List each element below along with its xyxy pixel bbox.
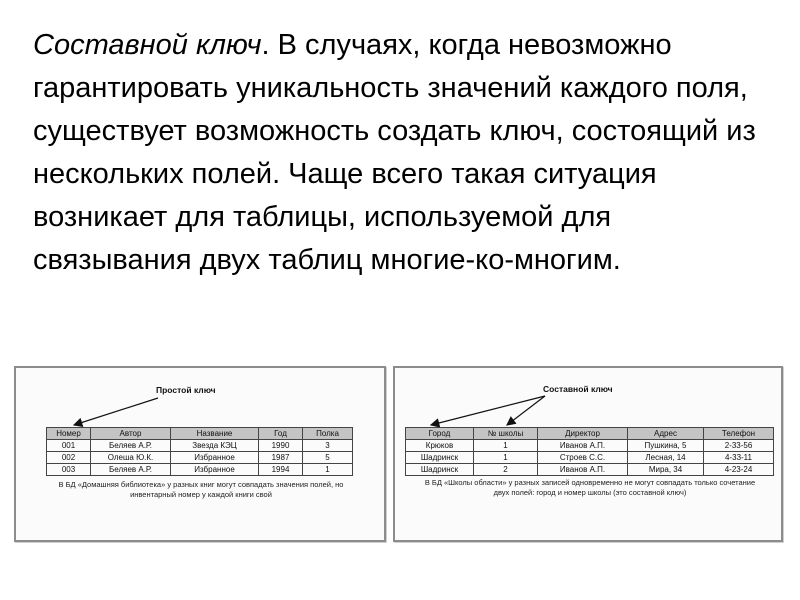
column-header: Город bbox=[406, 428, 474, 440]
main-paragraph bbox=[33, 24, 773, 282]
table-cell: 1990 bbox=[259, 440, 303, 452]
table-header-row bbox=[406, 428, 774, 440]
table-row bbox=[47, 452, 353, 464]
simple-key-figure bbox=[14, 366, 386, 542]
table-cell: Строев С.С. bbox=[538, 452, 628, 464]
simple-key-table bbox=[46, 427, 353, 476]
column-header: Директор bbox=[538, 428, 628, 440]
column-header: № школы bbox=[474, 428, 538, 440]
table-cell: 1 bbox=[474, 452, 538, 464]
table-cell: 3 bbox=[303, 440, 353, 452]
table-cell: Шадринск bbox=[406, 452, 474, 464]
table-cell: 1 bbox=[303, 464, 353, 476]
simple-key-caption: В БД «Домашняя библиотека» у разных книг могут совпадать значения полей, но инвентарный номер у каждой книги свой bbox=[58, 480, 344, 499]
table-cell: 5 bbox=[303, 452, 353, 464]
table-cell: Олеша Ю.К. bbox=[91, 452, 171, 464]
table-cell: Беляев А.Р. bbox=[91, 464, 171, 476]
table-cell: Избранное bbox=[171, 464, 259, 476]
table-cell: 1994 bbox=[259, 464, 303, 476]
table-cell: 003 bbox=[47, 464, 91, 476]
column-header: Телефон bbox=[704, 428, 774, 440]
table-cell: 1987 bbox=[259, 452, 303, 464]
column-header: Номер bbox=[47, 428, 91, 440]
composite-key-title: Составной ключ bbox=[543, 384, 613, 394]
table-cell: 001 bbox=[47, 440, 91, 452]
table-cell: Лесная, 14 bbox=[628, 452, 704, 464]
composite-key-table bbox=[405, 427, 774, 476]
table-cell: Беляев А.Р. bbox=[91, 440, 171, 452]
table-cell: Шадринск bbox=[406, 464, 474, 476]
table-cell: Иванов А.П. bbox=[538, 440, 628, 452]
column-header: Адрес bbox=[628, 428, 704, 440]
simple-key-title: Простой ключ bbox=[156, 385, 216, 395]
table-row bbox=[47, 464, 353, 476]
table-cell: 4-23-24 bbox=[704, 464, 774, 476]
table-cell: Иванов А.П. bbox=[538, 464, 628, 476]
table-cell: 4-33-11 bbox=[704, 452, 774, 464]
table-cell: 2 bbox=[474, 464, 538, 476]
paragraph-term: Составной ключ bbox=[33, 29, 262, 61]
table-cell: Крюков bbox=[406, 440, 474, 452]
table-row bbox=[406, 452, 774, 464]
composite-key-caption: В БД «Школы области» у разных записей одновременно не могут совпадать только сочетание двух полей: город и номер школы (это составной ключ) bbox=[424, 478, 756, 497]
table-cell: Избранное bbox=[171, 452, 259, 464]
table-cell: 1 bbox=[474, 440, 538, 452]
table-row bbox=[406, 440, 774, 452]
composite-key-figure bbox=[393, 366, 783, 542]
column-header: Название bbox=[171, 428, 259, 440]
column-header: Год bbox=[259, 428, 303, 440]
table-cell: Мира, 34 bbox=[628, 464, 704, 476]
table-header-row bbox=[47, 428, 353, 440]
paragraph-text: . В случаях, когда невозможно гарантировать уникальность значений каждого поля, существует возможность создать ключ, состоящий из нескольких полей. Чаще всего такая ситуация возникает для таблицы, используемой для связывания двух таблиц многие-ко-многим. bbox=[33, 29, 756, 276]
column-header: Автор bbox=[91, 428, 171, 440]
table-row bbox=[47, 440, 353, 452]
table-cell: 002 bbox=[47, 452, 91, 464]
column-header: Полка bbox=[303, 428, 353, 440]
table-cell: Пушкина, 5 bbox=[628, 440, 704, 452]
table-row bbox=[406, 464, 774, 476]
table-cell: 2-33-56 bbox=[704, 440, 774, 452]
table-cell: Звезда КЭЦ bbox=[171, 440, 259, 452]
